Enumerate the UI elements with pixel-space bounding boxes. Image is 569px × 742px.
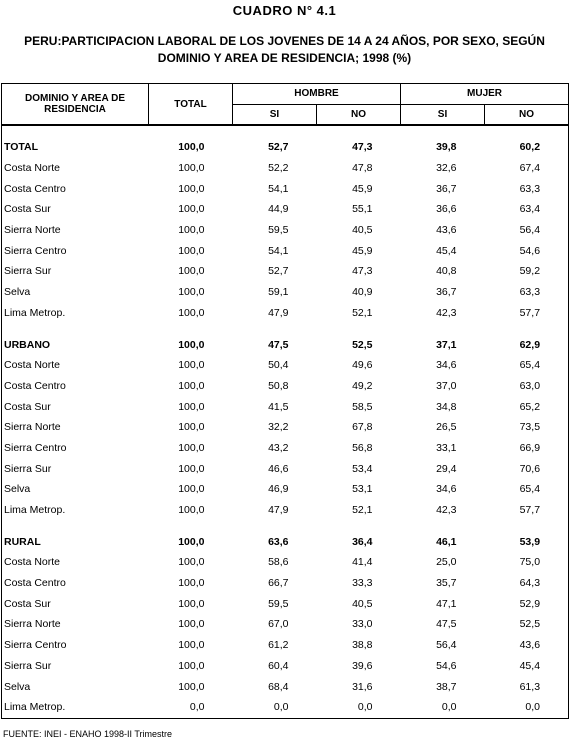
hombre-no-cell: 56,8 (352, 441, 373, 454)
row-label: Lima Metrop. (2, 303, 149, 324)
row-label: Sierra Centro (2, 635, 149, 656)
hombre-si-cell: 50,8 (268, 379, 289, 392)
row-label: RURAL (2, 531, 149, 552)
table-row (2, 282, 569, 303)
mujer-si-cell: 36,7 (436, 286, 457, 299)
hombre-si-cell: 59,5 (268, 597, 289, 610)
hombre-no-cell: 39,6 (352, 659, 373, 672)
source-note: FUENTE: INEI - ENAHO 1998-II Trimestre (3, 729, 173, 739)
hombre-no-cell: 41,4 (352, 556, 373, 569)
table-row (2, 635, 569, 656)
row-label: Selva (2, 282, 149, 303)
mujer-si-cell: 0,0 (401, 697, 485, 718)
table-row (2, 656, 569, 677)
hombre-si-cell: 60,4 (268, 659, 289, 672)
table-row (2, 552, 569, 573)
mujer-no-cell: 62,9 (485, 334, 569, 355)
spacer-row (2, 125, 569, 137)
table-row (2, 303, 569, 324)
header-mujer-no: NO (485, 104, 569, 125)
hombre-no-cell: 40,9 (352, 286, 373, 299)
row-label: Sierra Norte (2, 417, 149, 438)
row-label: Costa Norte (2, 158, 149, 179)
row-label: Costa Centro (2, 573, 149, 594)
hombre-no-cell: 45,9 (352, 182, 373, 195)
mujer-no-cell: 65,4 (485, 355, 569, 376)
table-subtitle-line1: PERU:PARTICIPACION LABORAL DE LOS JOVENES DE 14 A 24 AÑOS, POR SEXO, SEGÚN (24, 34, 545, 48)
mujer-no-cell: 52,9 (485, 593, 569, 614)
hombre-si-cell: 59,5 (268, 224, 289, 237)
total-cell: 100,0 (178, 639, 205, 652)
hombre-no-cell: 0,0 (317, 697, 401, 718)
mujer-si-cell: 35,7 (436, 577, 457, 590)
mujer-si-cell: 25,0 (436, 556, 457, 569)
spacer-row (2, 520, 569, 531)
row-label: URBANO (2, 334, 149, 355)
mujer-si-cell: 36,6 (436, 203, 457, 216)
total-cell: 100,0 (178, 162, 205, 175)
row-label: Costa Centro (2, 376, 149, 397)
mujer-no-cell: 65,2 (485, 396, 569, 417)
mujer-no-cell: 43,6 (485, 635, 569, 656)
table-row (2, 438, 569, 459)
table-subtitle-line2: DOMINIO Y AREA DE RESIDENCIA; 1998 (%) (157, 51, 412, 65)
total-cell: 100,0 (178, 379, 205, 392)
hombre-no-cell: 47,3 (352, 141, 373, 154)
summary-row (2, 334, 569, 355)
mujer-no-cell: 52,5 (485, 614, 569, 635)
total-cell: 100,0 (178, 680, 205, 693)
total-cell: 100,0 (178, 618, 205, 631)
mujer-no-cell: 53,9 (485, 531, 569, 552)
table-row (2, 178, 569, 199)
row-label: Costa Sur (2, 396, 149, 417)
mujer-no-cell: 63,3 (485, 178, 569, 199)
total-cell: 100,0 (178, 535, 205, 548)
total-cell: 100,0 (178, 659, 205, 672)
header-mujer-si: SI (401, 104, 485, 125)
hombre-si-cell: 32,2 (268, 421, 289, 434)
hombre-si-cell: 52,7 (268, 141, 289, 154)
hombre-no-cell: 49,6 (352, 359, 373, 372)
hombre-si-cell: 41,5 (268, 400, 289, 413)
hombre-si-cell: 58,6 (268, 556, 289, 569)
hombre-no-cell: 49,2 (352, 379, 373, 392)
hombre-si-cell: 47,9 (268, 504, 289, 517)
hombre-si-cell: 46,6 (268, 462, 289, 475)
mujer-si-cell: 34,6 (436, 483, 457, 496)
hombre-no-cell: 53,1 (352, 483, 373, 496)
row-label: Sierra Norte (2, 614, 149, 635)
total-cell: 100,0 (178, 338, 205, 351)
row-label: Costa Sur (2, 199, 149, 220)
summary-row (2, 531, 569, 552)
total-cell: 100,0 (178, 306, 205, 319)
row-label: Sierra Centro (2, 438, 149, 459)
table-row (2, 573, 569, 594)
row-label: Sierra Norte (2, 220, 149, 241)
mujer-no-cell: 54,6 (485, 240, 569, 261)
header-mujer: MUJER (401, 84, 569, 105)
hombre-no-cell: 33,3 (352, 577, 373, 590)
mujer-si-cell: 26,5 (436, 421, 457, 434)
total-cell: 100,0 (178, 244, 205, 257)
mujer-no-cell: 57,7 (485, 500, 569, 521)
hombre-no-cell: 45,9 (352, 244, 373, 257)
total-cell: 100,0 (178, 504, 205, 517)
hombre-si-cell: 67,0 (268, 618, 289, 631)
mujer-si-cell: 47,5 (436, 618, 457, 631)
mujer-no-cell: 0,0 (485, 697, 569, 718)
header-hombre: HOMBRE (233, 84, 401, 105)
table-row (2, 355, 569, 376)
row-label: Sierra Sur (2, 656, 149, 677)
hombre-no-cell: 67,8 (352, 421, 373, 434)
header-dominio: DOMINIO Y AREA DE RESIDENCIA (2, 84, 149, 126)
hombre-no-cell: 40,5 (352, 597, 373, 610)
total-cell: 100,0 (178, 462, 205, 475)
table-body (2, 125, 569, 718)
summary-row (2, 137, 569, 158)
header-total: TOTAL (149, 84, 233, 126)
row-label: TOTAL (2, 137, 149, 158)
hombre-no-cell: 33,0 (352, 618, 373, 631)
hombre-si-cell: 63,6 (268, 535, 289, 548)
mujer-si-cell: 42,3 (436, 504, 457, 517)
total-cell: 100,0 (178, 359, 205, 372)
mujer-si-cell: 33,1 (436, 441, 457, 454)
row-label: Lima Metrop. (2, 500, 149, 521)
hombre-no-cell: 53,4 (352, 462, 373, 475)
table-row (2, 261, 569, 282)
total-cell: 100,0 (178, 224, 205, 237)
mujer-si-cell: 42,3 (436, 306, 457, 319)
total-cell: 100,0 (178, 597, 205, 610)
hombre-si-cell: 54,1 (268, 182, 289, 195)
total-cell: 100,0 (178, 182, 205, 195)
mujer-si-cell: 39,8 (436, 141, 457, 154)
hombre-no-cell: 52,1 (352, 504, 373, 517)
table-row (2, 458, 569, 479)
table-row (2, 676, 569, 697)
row-label: Costa Centro (2, 178, 149, 199)
row-label: Sierra Centro (2, 240, 149, 261)
mujer-no-cell: 65,4 (485, 479, 569, 500)
mujer-si-cell: 34,8 (436, 400, 457, 413)
mujer-no-cell: 60,2 (485, 137, 569, 158)
hombre-si-cell: 68,4 (268, 680, 289, 693)
header-hombre-si: SI (233, 104, 317, 125)
mujer-no-cell: 66,9 (485, 438, 569, 459)
mujer-si-cell: 37,1 (436, 338, 457, 351)
hombre-no-cell: 52,5 (352, 338, 373, 351)
total-cell: 0,0 (149, 697, 233, 718)
mujer-si-cell: 46,1 (436, 535, 457, 548)
row-label: Lima Metrop. (2, 697, 149, 718)
hombre-si-cell: 54,1 (268, 244, 289, 257)
participation-table (1, 83, 569, 719)
mujer-si-cell: 36,7 (436, 182, 457, 195)
mujer-si-cell: 40,8 (436, 265, 457, 278)
mujer-no-cell: 75,0 (485, 552, 569, 573)
hombre-no-cell: 47,3 (352, 265, 373, 278)
table-row (2, 396, 569, 417)
mujer-no-cell: 63,0 (485, 376, 569, 397)
mujer-si-cell: 45,4 (436, 244, 457, 257)
total-cell: 100,0 (178, 556, 205, 569)
table-row (2, 220, 569, 241)
mujer-si-cell: 34,6 (436, 359, 457, 372)
total-cell: 100,0 (178, 483, 205, 496)
mujer-no-cell: 63,3 (485, 282, 569, 303)
mujer-no-cell: 70,6 (485, 458, 569, 479)
hombre-si-cell: 52,7 (268, 265, 289, 278)
mujer-si-cell: 29,4 (436, 462, 457, 475)
table-row (2, 479, 569, 500)
hombre-no-cell: 36,4 (352, 535, 373, 548)
hombre-si-cell: 59,1 (268, 286, 289, 299)
mujer-si-cell: 43,6 (436, 224, 457, 237)
mujer-no-cell: 45,4 (485, 656, 569, 677)
row-label: Sierra Sur (2, 458, 149, 479)
hombre-si-cell: 47,9 (268, 306, 289, 319)
hombre-no-cell: 55,1 (352, 203, 373, 216)
hombre-si-cell: 43,2 (268, 441, 289, 454)
row-label: Costa Sur (2, 593, 149, 614)
table-row (2, 593, 569, 614)
mujer-no-cell: 63,4 (485, 199, 569, 220)
hombre-si-cell: 44,9 (268, 203, 289, 216)
table-row (2, 614, 569, 635)
mujer-si-cell: 38,7 (436, 680, 457, 693)
row-label: Sierra Sur (2, 261, 149, 282)
hombre-si-cell: 47,5 (268, 338, 289, 351)
mujer-no-cell: 73,5 (485, 417, 569, 438)
total-cell: 100,0 (178, 265, 205, 278)
hombre-si-cell: 66,7 (268, 577, 289, 590)
hombre-no-cell: 31,6 (352, 680, 373, 693)
hombre-si-cell: 0,0 (233, 697, 317, 718)
total-cell: 100,0 (178, 441, 205, 454)
table-row (2, 500, 569, 521)
mujer-no-cell: 67,4 (485, 158, 569, 179)
table-number-title: CUADRO N° 4.1 (232, 3, 337, 18)
row-label: Selva (2, 676, 149, 697)
table-row (2, 158, 569, 179)
table-row (2, 697, 569, 718)
mujer-no-cell: 56,4 (485, 220, 569, 241)
total-cell: 100,0 (178, 577, 205, 590)
mujer-no-cell: 57,7 (485, 303, 569, 324)
hombre-no-cell: 38,8 (352, 639, 373, 652)
mujer-no-cell: 64,3 (485, 573, 569, 594)
hombre-si-cell: 61,2 (268, 639, 289, 652)
mujer-si-cell: 54,6 (436, 659, 457, 672)
total-cell: 100,0 (178, 400, 205, 413)
hombre-no-cell: 40,5 (352, 224, 373, 237)
table-row (2, 199, 569, 220)
row-label: Costa Norte (2, 355, 149, 376)
table-row (2, 376, 569, 397)
total-cell: 100,0 (178, 141, 205, 154)
total-cell: 100,0 (178, 203, 205, 216)
total-cell: 100,0 (178, 286, 205, 299)
table-row (2, 240, 569, 261)
header-hombre-no: NO (317, 104, 401, 125)
hombre-no-cell: 52,1 (352, 306, 373, 319)
hombre-no-cell: 47,8 (352, 162, 373, 175)
hombre-no-cell: 58,5 (352, 400, 373, 413)
mujer-si-cell: 56,4 (436, 639, 457, 652)
total-cell: 100,0 (178, 421, 205, 434)
mujer-no-cell: 61,3 (485, 676, 569, 697)
mujer-no-cell: 59,2 (485, 261, 569, 282)
spacer-row (2, 323, 569, 334)
hombre-si-cell: 52,2 (268, 162, 289, 175)
hombre-si-cell: 50,4 (268, 359, 289, 372)
mujer-si-cell: 47,1 (436, 597, 457, 610)
hombre-si-cell: 46,9 (268, 483, 289, 496)
row-label: Selva (2, 479, 149, 500)
table-row (2, 417, 569, 438)
mujer-si-cell: 37,0 (436, 379, 457, 392)
row-label: Costa Norte (2, 552, 149, 573)
mujer-si-cell: 32,6 (436, 162, 457, 175)
